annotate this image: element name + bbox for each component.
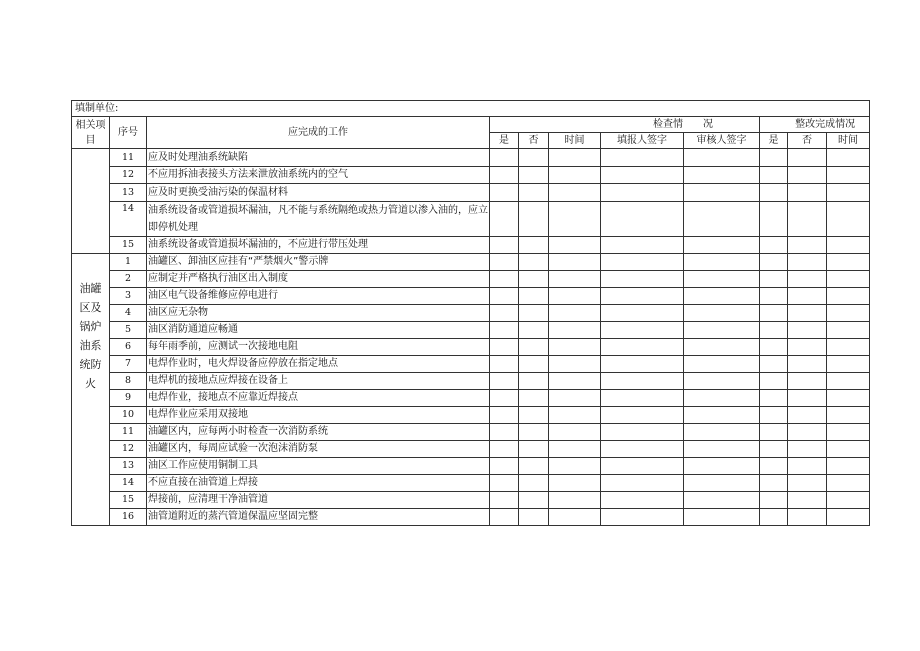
rectify-time-cell[interactable] bbox=[827, 390, 870, 407]
task-cell: 电焊作业应采用双接地 bbox=[147, 407, 490, 424]
reporter-sign-cell[interactable] bbox=[601, 475, 684, 492]
rectify-time-cell[interactable] bbox=[827, 441, 870, 458]
task-cell: 不应直接在油管道上焊接 bbox=[147, 475, 490, 492]
task-cell: 电焊作业，接地点不应靠近焊接点 bbox=[147, 390, 490, 407]
table-row bbox=[72, 184, 870, 202]
table-row bbox=[72, 254, 870, 271]
rectify-no-cell[interactable] bbox=[788, 305, 827, 322]
check-yes-cell[interactable] bbox=[490, 237, 519, 254]
rectify-no-cell[interactable] bbox=[788, 424, 827, 441]
rectify-yes-cell[interactable] bbox=[760, 339, 788, 356]
reviewer-sign-cell[interactable] bbox=[684, 254, 760, 271]
rectify-no-cell[interactable] bbox=[788, 339, 827, 356]
rectify-time-cell[interactable] bbox=[827, 271, 870, 288]
check-yes-cell[interactable] bbox=[490, 184, 519, 202]
table-row bbox=[72, 167, 870, 184]
check-time-cell[interactable] bbox=[549, 237, 601, 254]
table-row bbox=[72, 407, 870, 424]
seq-cell: 12 bbox=[110, 167, 147, 184]
rectify-yes-cell[interactable] bbox=[760, 184, 788, 202]
seq-cell: 13 bbox=[110, 184, 147, 202]
check-yes-cell[interactable] bbox=[490, 390, 519, 407]
reviewer-sign-cell[interactable] bbox=[684, 339, 760, 356]
check-yes-cell[interactable] bbox=[490, 149, 519, 167]
task-cell: 电焊作业时，电火焊设备应停放在指定地点 bbox=[147, 356, 490, 373]
check-no-cell[interactable] bbox=[519, 356, 549, 373]
check-no-cell[interactable] bbox=[519, 237, 549, 254]
check-time-cell[interactable] bbox=[549, 475, 601, 492]
rectify-no-cell[interactable] bbox=[788, 492, 827, 509]
rectify-time-cell[interactable] bbox=[827, 149, 870, 167]
check-yes-header: 是 bbox=[490, 133, 519, 149]
check-no-cell[interactable] bbox=[519, 305, 549, 322]
rectify-time-cell[interactable] bbox=[827, 373, 870, 390]
rectify-no-cell[interactable] bbox=[788, 356, 827, 373]
check-time-cell[interactable] bbox=[549, 339, 601, 356]
rectify-yes-cell[interactable] bbox=[760, 149, 788, 167]
check-time-cell[interactable] bbox=[549, 167, 601, 184]
check-no-cell[interactable] bbox=[519, 167, 549, 184]
check-no-cell[interactable] bbox=[519, 288, 549, 305]
table-row bbox=[72, 373, 870, 390]
check-time-cell[interactable] bbox=[549, 373, 601, 390]
table-row bbox=[72, 237, 870, 254]
reporter-sign-cell[interactable] bbox=[601, 167, 684, 184]
reviewer-sign-cell[interactable] bbox=[684, 475, 760, 492]
task-cell: 油罐区、卸油区应挂有“严禁烟火”警示牌 bbox=[147, 254, 490, 271]
seq-cell: 5 bbox=[110, 322, 147, 339]
table-row bbox=[72, 492, 870, 509]
rectify-time-cell[interactable] bbox=[827, 254, 870, 271]
reporter-sign-cell[interactable] bbox=[601, 356, 684, 373]
reporter-sign-cell[interactable] bbox=[601, 202, 684, 237]
check-time-cell[interactable] bbox=[549, 492, 601, 509]
table-row bbox=[72, 441, 870, 458]
rectify-yes-cell[interactable] bbox=[760, 254, 788, 271]
related-item-header: 相关项目 bbox=[72, 117, 110, 149]
rectify-no-cell[interactable] bbox=[788, 271, 827, 288]
reviewer-sign-cell[interactable] bbox=[684, 288, 760, 305]
seq-cell: 8 bbox=[110, 373, 147, 390]
check-time-cell[interactable] bbox=[549, 184, 601, 202]
rectify-no-cell[interactable] bbox=[788, 149, 827, 167]
rectify-yes-cell[interactable] bbox=[760, 492, 788, 509]
reviewer-sign-cell[interactable] bbox=[684, 271, 760, 288]
seq-cell: 10 bbox=[110, 407, 147, 424]
check-no-cell[interactable] bbox=[519, 424, 549, 441]
reporter-sign-cell[interactable] bbox=[601, 373, 684, 390]
task-cell: 油管道附近的蒸汽管道保温应坚固完整 bbox=[147, 509, 490, 526]
table-row bbox=[72, 356, 870, 373]
check-time-cell[interactable] bbox=[549, 322, 601, 339]
task-cell: 油系统设备或管道损坏漏油，凡不能与系统隔绝或热力管道以渗入油的，应立即停机处理 bbox=[147, 202, 490, 237]
task-header: 应完成的工作 bbox=[147, 117, 490, 149]
rectify-yes-cell[interactable] bbox=[760, 407, 788, 424]
task-cell: 电焊机的接地点应焊接在设备上 bbox=[147, 373, 490, 390]
task-cell: 每年雨季前，应测试一次接地电阻 bbox=[147, 339, 490, 356]
check-yes-cell[interactable] bbox=[490, 167, 519, 184]
reviewer-sign-cell[interactable] bbox=[684, 492, 760, 509]
seq-cell: 14 bbox=[110, 202, 147, 237]
reporter-sign-cell[interactable] bbox=[601, 237, 684, 254]
check-no-cell[interactable] bbox=[519, 149, 549, 167]
check-time-cell[interactable] bbox=[549, 509, 601, 526]
related-item-label: 油罐区及锅炉油系统防火 bbox=[79, 282, 102, 390]
check-time-cell[interactable] bbox=[549, 202, 601, 237]
table-row bbox=[72, 149, 870, 167]
reporter-sign-cell[interactable] bbox=[601, 458, 684, 475]
rectify-yes-cell[interactable] bbox=[760, 167, 788, 184]
reporter-sign-cell[interactable] bbox=[601, 184, 684, 202]
reporter-sign-cell[interactable] bbox=[601, 390, 684, 407]
seq-cell: 12 bbox=[110, 441, 147, 458]
related-item-label bbox=[72, 149, 109, 150]
rectify-time-cell[interactable] bbox=[827, 184, 870, 202]
reviewer-sign-cell[interactable] bbox=[684, 237, 760, 254]
check-no-cell[interactable] bbox=[519, 202, 549, 237]
seq-cell: 14 bbox=[110, 475, 147, 492]
rectify-yes-cell[interactable] bbox=[760, 509, 788, 526]
task-cell: 不应用拆油表接头方法来泄放油系统内的空气 bbox=[147, 167, 490, 184]
check-time-cell[interactable] bbox=[549, 288, 601, 305]
check-no-cell[interactable] bbox=[519, 509, 549, 526]
table-row bbox=[72, 322, 870, 339]
reporter-sign-cell[interactable] bbox=[601, 424, 684, 441]
reviewer-sign-cell[interactable] bbox=[684, 305, 760, 322]
rectify-time-cell[interactable] bbox=[827, 202, 870, 237]
table-row bbox=[72, 202, 870, 237]
check-yes-cell[interactable] bbox=[490, 254, 519, 271]
reporter-sign-cell[interactable] bbox=[601, 441, 684, 458]
check-status-header: 检查情 况 bbox=[490, 117, 760, 133]
seq-cell: 7 bbox=[110, 356, 147, 373]
seq-cell: 15 bbox=[110, 492, 147, 509]
reporter-sign-cell[interactable] bbox=[601, 339, 684, 356]
reporter-sign-cell[interactable] bbox=[601, 407, 684, 424]
check-yes-cell[interactable] bbox=[490, 305, 519, 322]
task-cell: 油罐区内，应每两小时检查一次消防系统 bbox=[147, 424, 490, 441]
task-cell: 油系统设备或管道损坏漏油的，不应进行带压处理 bbox=[147, 237, 490, 254]
reviewer-sign-cell[interactable] bbox=[684, 149, 760, 167]
rectify-no-cell[interactable] bbox=[788, 407, 827, 424]
table-row bbox=[72, 424, 870, 441]
reporter-sign-cell[interactable] bbox=[601, 254, 684, 271]
rectify-time-cell[interactable] bbox=[827, 339, 870, 356]
fill-unit-label: 填制单位: bbox=[72, 101, 870, 117]
check-time-cell[interactable] bbox=[549, 149, 601, 167]
check-no-cell[interactable] bbox=[519, 271, 549, 288]
rectify-yes-cell[interactable] bbox=[760, 441, 788, 458]
check-yes-cell[interactable] bbox=[490, 373, 519, 390]
check-no-header: 否 bbox=[519, 133, 549, 149]
rectify-status-header: 整改完成情况 bbox=[760, 117, 870, 133]
task-cell: 应及时处理油系统缺陷 bbox=[147, 149, 490, 167]
task-cell: 油区应无杂物 bbox=[147, 305, 490, 322]
task-cell: 应及时更换受油污染的保温材料 bbox=[147, 184, 490, 202]
reporter-sign-cell[interactable] bbox=[601, 149, 684, 167]
table-row bbox=[72, 458, 870, 475]
rectify-no-cell[interactable] bbox=[788, 237, 827, 254]
check-yes-cell[interactable] bbox=[490, 509, 519, 526]
reviewer-sign-cell[interactable] bbox=[684, 322, 760, 339]
check-time-header: 时间 bbox=[549, 133, 601, 149]
reviewer-sign-cell[interactable] bbox=[684, 202, 760, 237]
check-yes-cell[interactable] bbox=[490, 339, 519, 356]
check-yes-cell[interactable] bbox=[490, 407, 519, 424]
seq-cell: 15 bbox=[110, 237, 147, 254]
rectify-time-cell[interactable] bbox=[827, 407, 870, 424]
reporter-sign-cell[interactable] bbox=[601, 271, 684, 288]
reviewer-sign-cell[interactable] bbox=[684, 424, 760, 441]
related-item-cell bbox=[72, 149, 110, 254]
rectify-time-cell[interactable] bbox=[827, 288, 870, 305]
reviewer-sign-cell[interactable] bbox=[684, 509, 760, 526]
task-cell: 油区消防通道应畅通 bbox=[147, 322, 490, 339]
rectify-yes-cell[interactable] bbox=[760, 356, 788, 373]
table-row bbox=[72, 271, 870, 288]
seq-cell: 3 bbox=[110, 288, 147, 305]
table-row bbox=[72, 288, 870, 305]
table-row bbox=[72, 305, 870, 322]
seq-cell: 1 bbox=[110, 254, 147, 271]
reporter-sign-cell[interactable] bbox=[601, 509, 684, 526]
rectify-time-cell[interactable] bbox=[827, 237, 870, 254]
table-row bbox=[72, 339, 870, 356]
check-time-cell[interactable] bbox=[549, 390, 601, 407]
task-cell: 油区工作应使用铜制工具 bbox=[147, 458, 490, 475]
related-item-cell bbox=[72, 254, 110, 526]
check-no-cell[interactable] bbox=[519, 390, 549, 407]
reviewer-sign-cell[interactable] bbox=[684, 184, 760, 202]
rectify-no-cell[interactable] bbox=[788, 390, 827, 407]
check-yes-cell[interactable] bbox=[490, 492, 519, 509]
check-no-cell[interactable] bbox=[519, 407, 549, 424]
reviewer-sign-cell[interactable] bbox=[684, 167, 760, 184]
seq-cell: 4 bbox=[110, 305, 147, 322]
check-no-cell[interactable] bbox=[519, 441, 549, 458]
check-no-cell[interactable] bbox=[519, 458, 549, 475]
rectify-time-cell[interactable] bbox=[827, 305, 870, 322]
rectify-no-cell[interactable] bbox=[788, 441, 827, 458]
seq-cell: 9 bbox=[110, 390, 147, 407]
rectify-no-cell[interactable] bbox=[788, 373, 827, 390]
inspection-table bbox=[71, 100, 870, 526]
reporter-sign-cell[interactable] bbox=[601, 492, 684, 509]
check-time-cell[interactable] bbox=[549, 424, 601, 441]
rectify-time-cell[interactable] bbox=[827, 356, 870, 373]
reviewer-sign-cell[interactable] bbox=[684, 441, 760, 458]
rectify-yes-cell[interactable] bbox=[760, 202, 788, 237]
check-time-cell[interactable] bbox=[549, 441, 601, 458]
reviewer-sign-cell[interactable] bbox=[684, 373, 760, 390]
check-time-cell[interactable] bbox=[549, 271, 601, 288]
rectify-yes-cell[interactable] bbox=[760, 288, 788, 305]
check-time-cell[interactable] bbox=[549, 305, 601, 322]
check-time-cell[interactable] bbox=[549, 407, 601, 424]
check-yes-cell[interactable] bbox=[490, 424, 519, 441]
table-row bbox=[72, 475, 870, 492]
check-yes-cell[interactable] bbox=[490, 458, 519, 475]
rectify-no-cell[interactable] bbox=[788, 458, 827, 475]
check-yes-cell[interactable] bbox=[490, 271, 519, 288]
rectify-yes-cell[interactable] bbox=[760, 271, 788, 288]
check-no-cell[interactable] bbox=[519, 322, 549, 339]
rectify-yes-cell[interactable] bbox=[760, 305, 788, 322]
reviewer-sign-cell[interactable] bbox=[684, 390, 760, 407]
rectify-no-cell[interactable] bbox=[788, 475, 827, 492]
check-time-cell[interactable] bbox=[549, 356, 601, 373]
rectify-no-cell[interactable] bbox=[788, 322, 827, 339]
seq-cell: 6 bbox=[110, 339, 147, 356]
rectify-yes-cell[interactable] bbox=[760, 475, 788, 492]
rectify-no-cell[interactable] bbox=[788, 167, 827, 184]
table-row bbox=[72, 390, 870, 407]
rectify-time-header: 时间 bbox=[827, 133, 870, 149]
rectify-time-cell[interactable] bbox=[827, 492, 870, 509]
check-time-cell[interactable] bbox=[549, 254, 601, 271]
reporter-sign-cell[interactable] bbox=[601, 322, 684, 339]
rectify-yes-cell[interactable] bbox=[760, 322, 788, 339]
seq-cell: 2 bbox=[110, 271, 147, 288]
rectify-time-cell[interactable] bbox=[827, 322, 870, 339]
check-no-cell[interactable] bbox=[519, 184, 549, 202]
rectify-no-header: 否 bbox=[788, 133, 827, 149]
check-yes-cell[interactable] bbox=[490, 322, 519, 339]
check-no-cell[interactable] bbox=[519, 492, 549, 509]
seq-header: 序号 bbox=[110, 117, 147, 149]
rectify-yes-cell[interactable] bbox=[760, 390, 788, 407]
task-cell: 焊接前，应清理干净油管道 bbox=[147, 492, 490, 509]
seq-cell: 11 bbox=[110, 149, 147, 167]
rectify-no-cell[interactable] bbox=[788, 509, 827, 526]
table-row bbox=[72, 509, 870, 526]
reviewer-sign-cell[interactable] bbox=[684, 407, 760, 424]
rectify-time-cell[interactable] bbox=[827, 167, 870, 184]
rectify-time-cell[interactable] bbox=[827, 424, 870, 441]
reporter-sign-header: 填报人签字 bbox=[601, 133, 684, 149]
reviewer-sign-header: 审核人签字 bbox=[684, 133, 760, 149]
check-no-cell[interactable] bbox=[519, 254, 549, 271]
check-yes-cell[interactable] bbox=[490, 356, 519, 373]
task-cell: 应制定并严格执行油区出入制度 bbox=[147, 271, 490, 288]
reporter-sign-cell[interactable] bbox=[601, 288, 684, 305]
task-cell: 油区电气设备维修应停电进行 bbox=[147, 288, 490, 305]
seq-cell: 11 bbox=[110, 424, 147, 441]
check-yes-cell[interactable] bbox=[490, 202, 519, 237]
reporter-sign-cell[interactable] bbox=[601, 305, 684, 322]
rectify-yes-cell[interactable] bbox=[760, 458, 788, 475]
rectify-time-cell[interactable] bbox=[827, 458, 870, 475]
check-yes-cell[interactable] bbox=[490, 288, 519, 305]
rectify-yes-cell[interactable] bbox=[760, 237, 788, 254]
seq-cell: 16 bbox=[110, 509, 147, 526]
check-time-cell[interactable] bbox=[549, 458, 601, 475]
reviewer-sign-cell[interactable] bbox=[684, 458, 760, 475]
seq-cell: 13 bbox=[110, 458, 147, 475]
rectify-time-cell[interactable] bbox=[827, 475, 870, 492]
reviewer-sign-cell[interactable] bbox=[684, 356, 760, 373]
rectify-yes-header: 是 bbox=[760, 133, 788, 149]
check-yes-cell[interactable] bbox=[490, 441, 519, 458]
rectify-no-cell[interactable] bbox=[788, 202, 827, 237]
rectify-no-cell[interactable] bbox=[788, 184, 827, 202]
check-no-cell[interactable] bbox=[519, 339, 549, 356]
inspection-form bbox=[71, 100, 869, 526]
rectify-yes-cell[interactable] bbox=[760, 424, 788, 441]
rectify-no-cell[interactable] bbox=[788, 254, 827, 271]
check-no-cell[interactable] bbox=[519, 475, 549, 492]
rectify-time-cell[interactable] bbox=[827, 509, 870, 526]
rectify-yes-cell[interactable] bbox=[760, 373, 788, 390]
check-no-cell[interactable] bbox=[519, 373, 549, 390]
check-yes-cell[interactable] bbox=[490, 475, 519, 492]
rectify-no-cell[interactable] bbox=[788, 288, 827, 305]
task-cell: 油罐区内，每周应试验一次泡沫消防泵 bbox=[147, 441, 490, 458]
